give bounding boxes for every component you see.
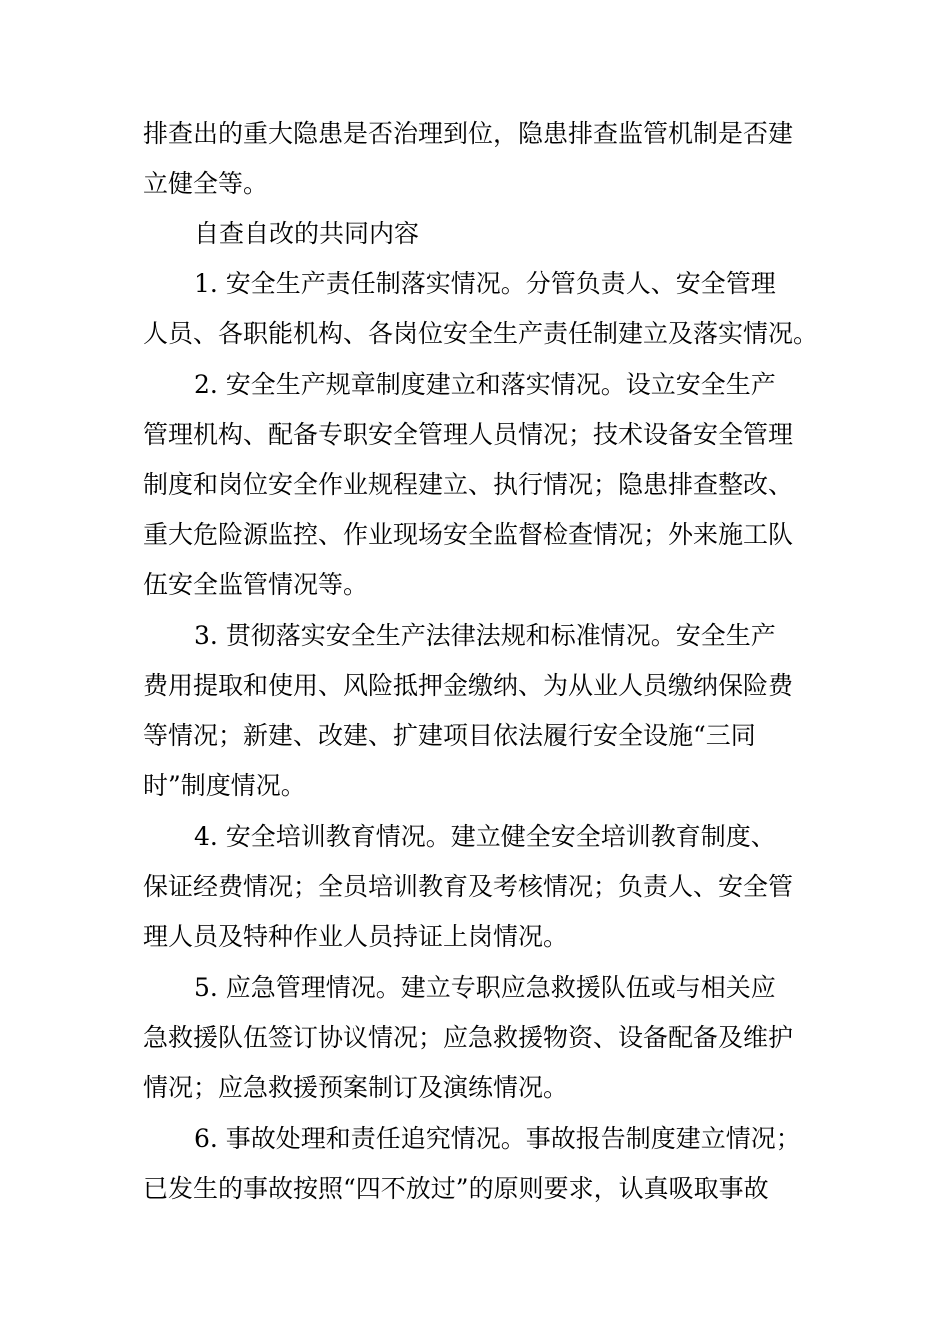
text-line: 立健全等。	[143, 169, 269, 198]
list-item-2-line: 重大危险源监控、作业现场安全监督检查情况；外来施工队	[143, 520, 794, 549]
list-item-3-line: 3. 贯彻落实安全生产法律法规和标准情况。安全生产	[194, 621, 776, 650]
list-item-3-line: 费用提取和使用、风险抵押金缴纳、为从业人员缴纳保险费	[143, 671, 794, 700]
section-heading: 自查自改的共同内容	[194, 219, 420, 248]
list-item-1-line: 人员、各职能机构、各岗位安全生产责任制建立及落实情况。	[143, 319, 819, 348]
list-item-4-line: 4. 安全培训教育情况。建立健全安全培训教育制度、	[194, 822, 776, 851]
text-line: 排查出的重大隐患是否治理到位，隐患排查监管机制是否建	[143, 119, 794, 148]
list-item-1-line: 1. 安全生产责任制落实情况。分管负责人、安全管理	[194, 269, 776, 298]
list-item-2-line: 2. 安全生产规章制度建立和落实情况。设立安全生产	[194, 370, 776, 399]
list-item-5-line: 急救援队伍签订协议情况；应急救援物资、设备配备及维护	[143, 1023, 794, 1052]
list-item-2-line: 管理机构、配备专职安全管理人员情况；技术设备安全管理	[143, 420, 794, 449]
list-item-3-line: 等情况；新建、改建、扩建项目依法履行安全设施“三同	[143, 721, 756, 750]
list-item-2-line: 伍安全监管情况等。	[143, 570, 369, 599]
list-item-5-line: 5. 应急管理情况。建立专职应急救援队伍或与相关应	[194, 973, 776, 1002]
list-item-4-line: 保证经费情况；全员培训教育及考核情况；负责人、安全管	[143, 872, 794, 901]
list-item-4-line: 理人员及特种作业人员持证上岗情况。	[143, 922, 569, 951]
list-item-3-line: 时”制度情况。	[143, 771, 306, 800]
list-item-6-line: 6. 事故处理和责任追究情况。事故报告制度建立情况；	[194, 1124, 801, 1153]
list-item-6-line: 已发生的事故按照“四不放过”的原则要求，认真吸取事故	[143, 1174, 769, 1203]
list-item-2-line: 制度和岗位安全作业规程建立、执行情况；隐患排查整改、	[143, 470, 794, 499]
list-item-5-line: 情况；应急救援预案制订及演练情况。	[143, 1073, 569, 1102]
